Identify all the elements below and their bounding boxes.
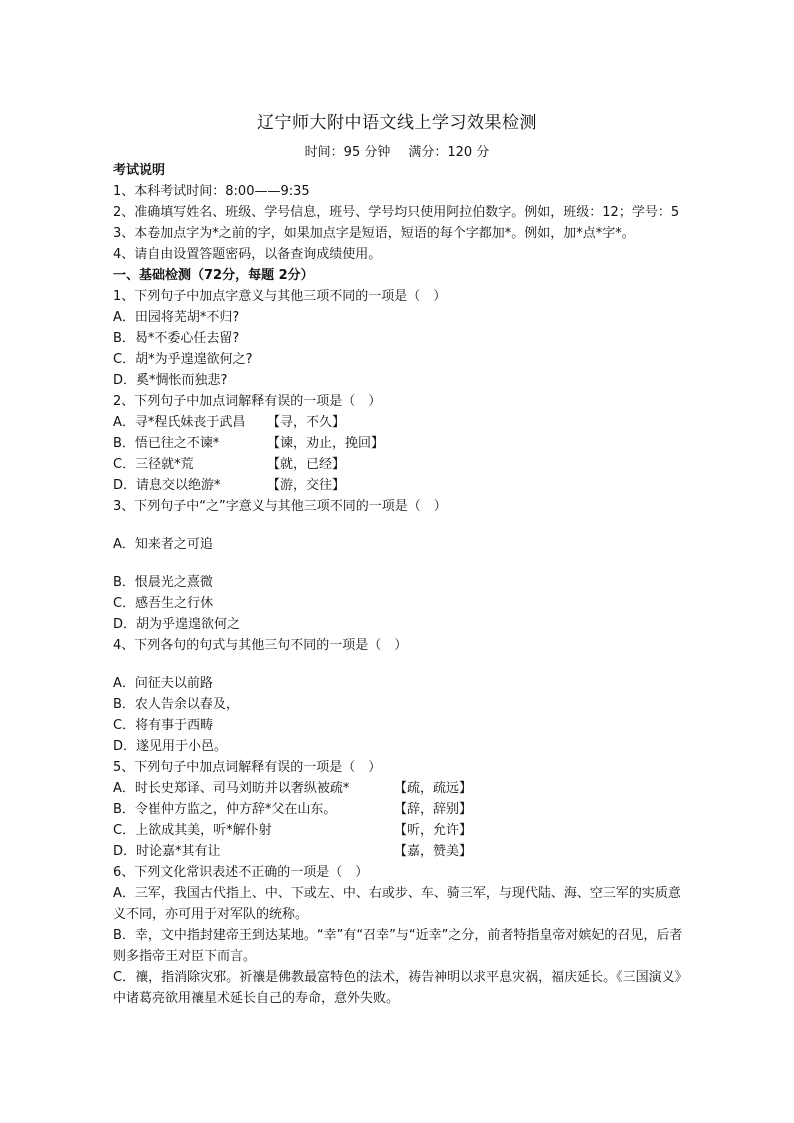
- question-option: A．三军，我国古代指上、中、下或左、中、右或步、车、骑三军，与现代陆、海、空三军的实质意义不同，亦可用于对军队的统称。: [113, 886, 681, 922]
- exam-time: 时间：95 分钟: [304, 145, 391, 160]
- option-note: 【谏，劝止，挽回】: [267, 436, 385, 451]
- question-option: C．感吾生之行休: [113, 596, 214, 611]
- option-note: 【辞，辞别】: [394, 802, 473, 817]
- question-stem: 2、下列句子中加点词解释有误的一项是（ ）: [113, 394, 382, 409]
- question-stem: 6、下列文化常识表述不正确的一项是（ ）: [113, 865, 369, 880]
- question-option: [113, 412, 683, 433]
- option-text: B．悟已往之不谏*: [113, 436, 220, 451]
- instruction-item: 3、本卷加点字为*之前的字，如果加点字是短语，短语的每个字都加*。例如，加*点*字*。: [113, 226, 635, 241]
- question-option: [113, 799, 683, 820]
- question-option: C．将有事于西畴: [113, 718, 214, 733]
- question-option: B．曷*不委心任去留?: [113, 331, 240, 346]
- question-stem: 1、下列句子中加点字意义与其他三项不同的一项是（ ）: [113, 289, 447, 304]
- question-stem: 4、下列各句的句式与其他三句不同的一项是（ ）: [113, 638, 408, 653]
- option-note: 【疏，疏远】: [394, 781, 473, 796]
- exam-meta: [0, 141, 794, 160]
- option-note: 【就，已经】: [267, 457, 346, 472]
- blank-line: [113, 555, 683, 572]
- option-note: 【听，允许】: [394, 823, 473, 838]
- instruction-item: 1、本科考试时间：8:00——9:35: [113, 184, 310, 199]
- blank-line: [113, 656, 683, 673]
- option-text: C．上欲成其美，听*解仆射: [113, 823, 272, 838]
- question-option: [113, 841, 683, 862]
- option-note: 【游，交往】: [267, 478, 346, 493]
- question-option: [113, 433, 683, 454]
- option-text: A．时长史郑译、司马刘昉并以奢纵被疏*: [113, 781, 350, 796]
- blank-line: [113, 517, 683, 534]
- question-option: A．田园将芜胡*不归?: [113, 310, 240, 325]
- exam-score: 满分：120 分: [408, 145, 490, 160]
- option-text: B．令崔仲方监之，仲方辞*父在山东。: [113, 802, 337, 817]
- question-option: [113, 454, 683, 475]
- question-option: A．知来者之可追: [113, 537, 213, 552]
- option-text: D．请息交以绝游*: [113, 478, 221, 493]
- question-option: B．农人告余以春及，: [113, 697, 239, 712]
- option-text: D．时论嘉*其有让: [113, 844, 221, 859]
- question-option: C．胡*为乎遑遑欲何之?: [113, 352, 253, 367]
- option-note: 【寻，不久】: [267, 415, 346, 430]
- document-body: [113, 160, 683, 1009]
- question-option: B．恨晨光之熹微: [113, 575, 213, 590]
- question-option: [113, 778, 683, 799]
- question-option: D．遂见用于小邑。: [113, 739, 228, 754]
- option-text: C．三径就*荒: [113, 457, 194, 472]
- option-note: 【嘉，赞美】: [394, 844, 473, 859]
- instruction-item: 2、准确填写姓名、班级、学号信息，班号、学号均只使用阿拉伯数字。例如，班级：12；学号：5: [113, 205, 680, 220]
- instruction-item: 4、请自由设置答题密码，以备查询成绩使用。: [113, 247, 382, 262]
- option-text: A．寻*程氏妹丧于武昌: [113, 415, 246, 430]
- question-option: [113, 475, 683, 496]
- question-option: [113, 820, 683, 841]
- question-option: A．问征夫以前路: [113, 676, 213, 691]
- question-stem: 5、下列句子中加点词解释有误的一项是（ ）: [113, 760, 382, 775]
- instructions-heading: 考试说明: [113, 163, 166, 178]
- question-option: C．禳，指消除灾邪。祈禳是佛教最富特色的法术，祷告神明以求平息灾祸，福庆延长。《三国演义》中诸葛亮欲用禳星术延长自己的寿命，意外失败。: [113, 970, 682, 1006]
- question-option: D．奚*惆怅而独悲?: [113, 373, 228, 388]
- question-option: B．幸，文中指封建帝王到达某地。“幸”有“召幸”与“近幸”之分，前者特指皇帝对嫔妃的召见，后者则多指帝王对臣下而言。: [113, 928, 683, 964]
- question-stem: 3、下列句子中“之”字意义与其他三项不同的一项是（ ）: [113, 499, 447, 514]
- question-option: D．胡为乎遑遑欲何之: [113, 617, 241, 632]
- section-heading: 一、基础检测（72分，每题 2分）: [113, 268, 314, 283]
- page-title: 辽宁师大附中语文线上学习效果检测: [257, 113, 537, 133]
